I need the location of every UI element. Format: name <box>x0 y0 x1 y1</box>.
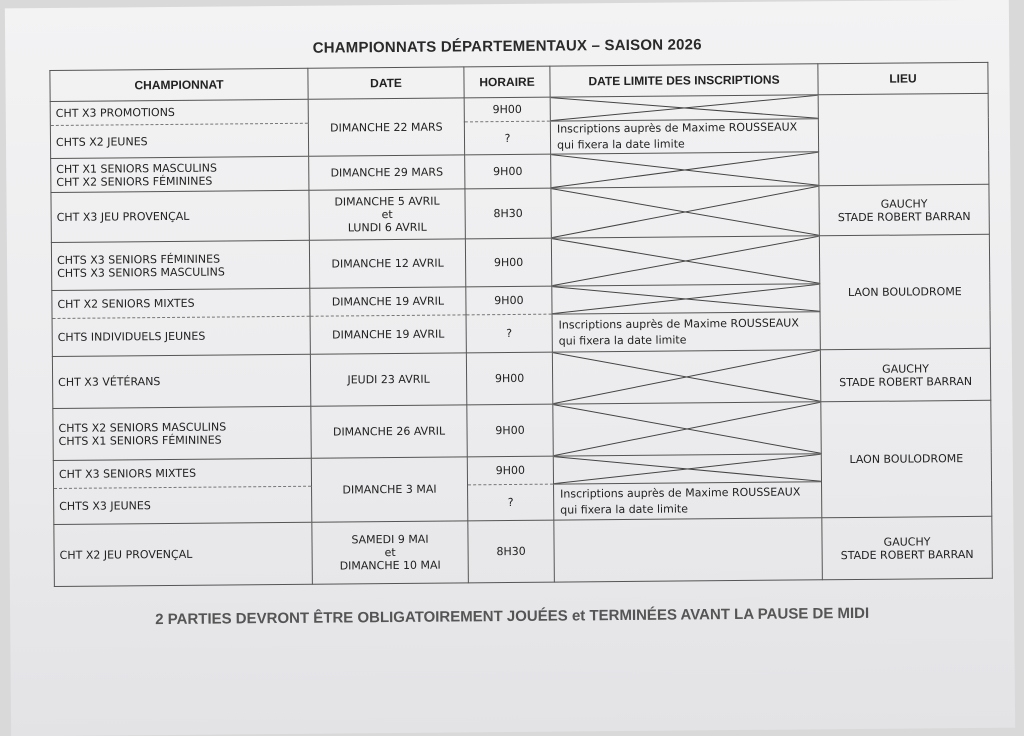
horaire-cell: ? <box>464 121 550 155</box>
championnat-cell: CHT X1 SENIORS MASCULINS CHT X2 SENIORS FÉMININES <box>51 156 309 192</box>
championnat-cell: CHTS INDIVIDUELS JEUNES <box>52 316 310 356</box>
crossed-out-cell <box>551 236 819 286</box>
horaire-cell: 8H30 <box>465 188 551 239</box>
horaire-cell: 9H00 <box>467 404 553 457</box>
header-championnat: CHAMPIONNAT <box>50 68 308 101</box>
horaire-cell: 9H00 <box>465 238 551 287</box>
date-cell: SAMEDI 9 MAI et DIMANCHE 10 MAI <box>312 521 469 584</box>
horaire-cell: 9H00 <box>466 286 552 315</box>
header-lieu: LIEU <box>818 62 988 94</box>
horaire-cell: 9H00 <box>467 456 553 485</box>
footer-note: 2 PARTIES DEVRONT ÊTRE OBLIGATOIREMENT JOUÉES et TERMINÉES AVANT LA PAUSE DE MIDI <box>155 604 870 629</box>
document-sheet <box>5 0 1015 736</box>
document-title: CHAMPIONNATS DÉPARTEMENTAUX – SAISON 2026 <box>312 36 702 57</box>
date-cell: DIMANCHE 12 AVRIL <box>309 239 465 288</box>
championnat-cell: CHT X3 VÉTÉRANS <box>52 354 310 408</box>
date-cell: DIMANCHE 5 AVRIL et LUNDI 6 AVRIL <box>309 189 465 240</box>
crossed-out-cell <box>551 152 819 188</box>
date-cell: JEUDI 23 AVRIL <box>310 353 466 406</box>
table-row <box>54 516 993 586</box>
championnat-cell: CHTS X2 JEUNES <box>50 123 308 158</box>
championnat-cell: CHT X2 JEU PROVENÇAL <box>54 522 313 586</box>
header-horaire: HORAIRE <box>464 66 550 98</box>
horaire-cell: 9H00 <box>464 97 550 122</box>
crossed-out-cell <box>550 95 818 121</box>
crossed-out-cell <box>551 186 819 238</box>
header-date-limite: DATE LIMITE DES INSCRIPTIONS <box>550 64 818 97</box>
crossed-out-cell <box>552 350 820 404</box>
header-date: DATE <box>308 67 464 99</box>
crossed-out-cell <box>552 284 820 314</box>
championnat-cell: CHTS X3 JEUNES <box>54 486 312 524</box>
date-cell: DIMANCHE 19 AVRIL <box>310 287 466 316</box>
crossed-out-cell <box>553 454 821 484</box>
table-row <box>52 348 990 408</box>
schedule-table <box>49 62 992 587</box>
date-cell: DIMANCHE 3 MAI <box>311 457 468 522</box>
championnat-cell: CHT X3 PROMOTIONS <box>50 99 308 125</box>
lieu-cell: LAON BOULODROME <box>819 234 990 349</box>
table-row <box>53 400 991 460</box>
horaire-cell: 8H30 <box>468 520 555 583</box>
championnat-cell: CHTS X2 SENIORS MASCULINS CHTS X1 SENIORS FÉMININES <box>53 406 311 460</box>
date-cell: DIMANCHE 29 MARS <box>309 155 465 190</box>
horaire-cell: 9H00 <box>466 352 552 405</box>
championnat-cell: CHT X3 JEU PROVENÇAL <box>51 190 309 242</box>
lieu-cell: GAUCHY STADE ROBERT BARRAN <box>819 184 989 235</box>
date-cell: DIMANCHE 22 MARS <box>308 98 464 156</box>
lieu-cell: LAON BOULODROME <box>821 400 992 517</box>
table-row <box>51 184 989 242</box>
date-cell: DIMANCHE 26 AVRIL <box>311 405 467 458</box>
table-row <box>51 234 989 290</box>
inscriptions-note: Inscriptions auprès de Maxime ROUSSEAUX qui fixera la date limite <box>550 119 818 154</box>
horaire-cell: ? <box>468 484 554 521</box>
inscriptions-note: Inscriptions auprès de Maxime ROUSSEAUX qui fixera la date limite <box>552 312 820 352</box>
horaire-cell: 9H00 <box>465 154 551 189</box>
crossed-out-cell <box>553 402 821 456</box>
championnat-cell: CHTS X3 SENIORS FÉMININES CHTS X3 SENIORS MASCULINS <box>51 240 309 290</box>
empty-inscriptions-cell <box>554 518 823 582</box>
horaire-cell: ? <box>466 314 552 353</box>
date-cell: DIMANCHE 19 AVRIL <box>310 315 466 354</box>
lieu-cell: GAUCHY STADE ROBERT BARRAN <box>822 516 993 579</box>
championnat-cell: CHT X2 SENIORS MIXTES <box>52 288 310 318</box>
inscriptions-note: Inscriptions auprès de Maxime ROUSSEAUX qui fixera la date limite <box>554 482 822 520</box>
lieu-empty-cell <box>818 93 989 185</box>
championnat-cell: CHT X3 SENIORS MIXTES <box>53 458 311 488</box>
lieu-cell: GAUCHY STADE ROBERT BARRAN <box>820 348 990 401</box>
